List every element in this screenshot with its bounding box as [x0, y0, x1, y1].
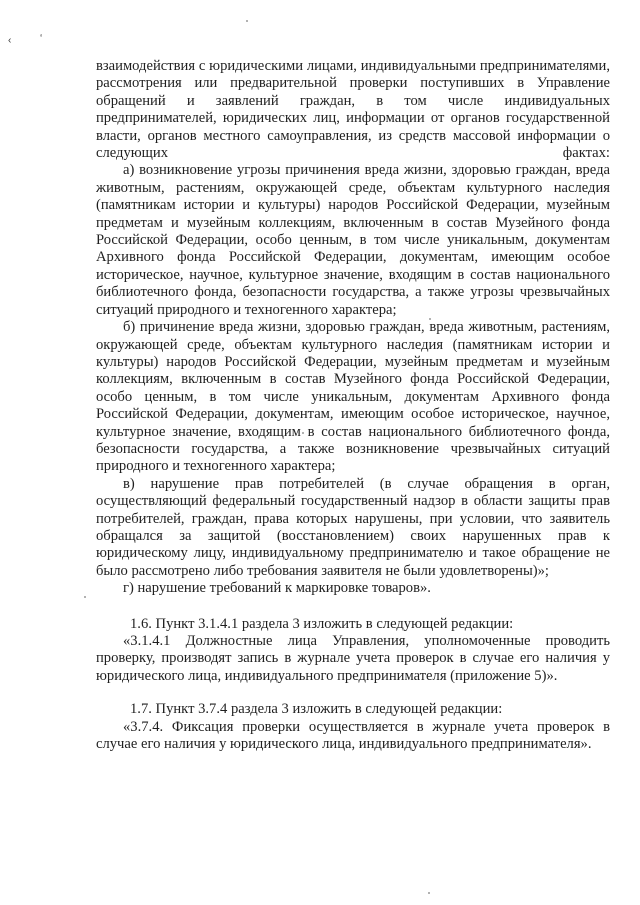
paragraph-section-1-6: 1.6. Пункт 3.1.4.1 раздела 3 изложить в следующей редакции:: [130, 615, 514, 632]
scan-speck: [428, 892, 430, 894]
corner-mark-left: ‹: [8, 35, 12, 46]
scan-speck: [246, 20, 248, 22]
paragraph-item-g: г) нарушение требований к маркировке товаров».: [123, 580, 431, 597]
corner-mark-right: ‘: [40, 33, 43, 44]
paragraph-item-a: а) возникновение угрозы причинения вреда жизни, здоровью граждан, вреда животным, растениям, окружающей среде, объектам культурного наследия (памятникам истории и культуры) народов Российской Федерации, музейным предметам и музейным коллекциям, включенным в состав Музейного фонда Российской Федерации, особо ценным, в том числе уникальным, документам Архивного фонда Российской Федерации, документам, имеющим особое историческое, научное, культурное значение, входящим в состав национального библиотечного фонда, безопасности государства, а также угрозы чрезвычайных ситуаций природного и техногенного характера;: [96, 162, 610, 318]
section-gap: [96, 598, 610, 616]
paragraph-intro: взаимодействия с юридическими лицами, индивидуальными предпринимателями, рассмотрения или предварительной проверки поступивших в Управление обращений и заявлений граждан, в том числе индивидуальных предпринимателей, юридических лиц, информации от органов государственной власти, органов местного самоуправления, из средств массовой информации о следующих фактах:: [96, 58, 610, 162]
document-page: [96, 58, 610, 753]
paragraph-quote-3-1-4-1: «3.1.4.1 Должностные лица Управления, уполномоченные проводить проверку, производят запись в журнале учета проверок в случае его наличия у юридического лица, индивидуального предпринимателя (приложение 5)».: [96, 633, 610, 684]
section-gap: [96, 685, 610, 701]
paragraph-item-v: в) нарушение прав потребителей (в случае обращения в орган, осуществляющий федеральный государственный надзор в области защиты прав потребителей, граждан, права которых нарушены, при условии, что заявитель обращался за защитой (восстановлением) своих нарушенных прав к юридическому лицу, индивидуальному предпринимателю и такое обращение не было рассмотрено либо требования заявителя не были удовлетворены)»;: [96, 475, 610, 579]
scan-speck: [84, 596, 86, 598]
paragraph-section-1-7: 1.7. Пункт 3.7.4 раздела 3 изложить в следующей редакции:: [130, 701, 503, 718]
paragraph-item-b: б) причинение вреда жизни, здоровью граждан, вреда животным, растениям, окружающей среде, объектам культурного наследия (памятникам истории и культуры) народов Российской Федерации, музейным предметам и музейным коллекциям, включенным в состав Музейного фонда Российской Федерации, особо ценным, в том числе уникальным, документам Архивного фонда Российской Федерации, документам, имеющим особое историческое, научное, культурное значение, входящим в состав национального библиотечного фонда, безопасности государства, а также возникновение чрезвычайных ситуаций природного и техногенного характера;: [96, 319, 610, 475]
paragraph-quote-3-7-4: «3.7.4. Фиксация проверки осуществляется в журнале учета проверок в случае его наличия у юридического лица, индивидуального предпринимателя».: [96, 718, 610, 753]
